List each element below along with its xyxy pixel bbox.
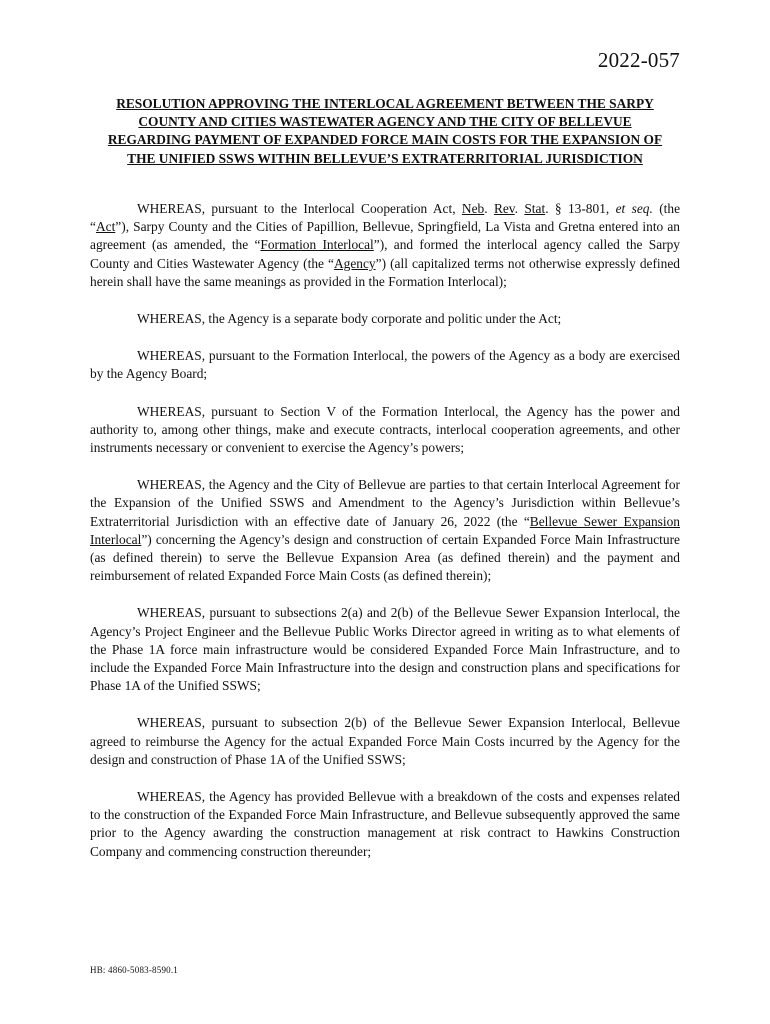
- whereas-paragraph-3: WHEREAS, pursuant to the Formation Interlocal, the powers of the Agency as a body are exercised by the Agency Board;: [90, 348, 680, 382]
- p5-text-a: WHEREAS, the Agency and the City of Bellevue are parties to that certain Interlocal Agreement for the Expansion of the Unified SSWS and Amendment to the Agency’s Jurisdiction within Bellevue’s Extraterritorial Jurisdiction with an effective date of January 26, 2022 (the “: [90, 477, 680, 529]
- p1-dot-2: .: [514, 201, 525, 216]
- stat-abbrev: Stat: [524, 201, 546, 216]
- p1-text-a: WHEREAS, pursuant to the Interlocal Cooperation Act,: [137, 201, 462, 216]
- defined-term-agency: Agency: [333, 255, 376, 271]
- p1-dot-1: .: [484, 201, 494, 216]
- whereas-paragraph-4: WHEREAS, pursuant to Section V of the Formation Interlocal, the Agency has the power and authority to, among other things, make and execute contracts, interlocal cooperation agreements, and other instruments necessary or convenient to exercise the Agency’s powers;: [90, 403, 680, 456]
- whereas-paragraph-6: WHEREAS, pursuant to subsections 2(a) and 2(b) of the Bellevue Sewer Expansion Interlocal, the Agency’s Project Engineer and the Bellevue Public Works Director agreed in writing as to what elements of the Phase 1A force main infrastructure would be considered Expanded Force Main Infrastructure, and to include the Expanded Force Main Infrastructure into the design and construction plans and specifications for Phase 1A of the Unified SSWS;: [90, 605, 680, 694]
- whereas-paragraph-8: WHEREAS, the Agency has provided Bellevue with a breakdown of the costs and expenses related to the construction of the Expanded Force Main Infrastructure, and Bellevue subsequently approved the same prior to the Agency awarding the construction management at risk contract to Hawkins Construction Company and commencing construction thereunder;: [90, 789, 680, 859]
- defined-term-bellevue-sewer-expansion-interlocal: Bellevue Sewer Expansion Interlocal: [90, 513, 680, 547]
- document-body: [90, 200, 680, 880]
- et-seq: et seq.: [615, 201, 653, 216]
- document-footer-id: HB: 4860-5083-8590.1: [90, 965, 178, 975]
- p5-text-b: ”) concerning the Agency’s design and construction of certain Expanded Force Main Infrastructure (as defined therein) to serve the Bellevue Expansion Area (as defined therein) and the payment and reimbursement of related Expanded Force Main Costs (as defined therein);: [90, 531, 680, 584]
- whereas-paragraph-1: [90, 200, 680, 291]
- p1-text-e: ”), and formed the interlocal agency called the Sarpy County and Cities Wastewater Agency (the “: [90, 237, 680, 271]
- whereas-paragraph-7: WHEREAS, pursuant to subsection 2(b) of the Bellevue Sewer Expansion Interlocal, Bellevue agreed to reimburse the Agency for the actual Expanded Force Main Costs incurred by the Agency for the design and construction of Phase 1A of the Unified SSWS;: [90, 715, 680, 767]
- neb-abbrev: Neb: [461, 201, 485, 216]
- whereas-paragraph-5: [90, 476, 680, 585]
- rev-abbrev: Rev: [493, 201, 515, 216]
- p1-text-d: ”), Sarpy County and the Cities of Papillion, Bellevue, Springfield, La Vista and Gretna entered into an agreement (as amended, the “: [90, 219, 680, 253]
- defined-term-formation-interlocal: Formation Interlocal: [260, 237, 374, 253]
- resolution-number: 2022-057: [597, 48, 680, 72]
- resolution-title: RESOLUTION APPROVING THE INTERLOCAL AGREEMENT BETWEEN THE SARPY COUNTY AND CITIES WASTEWATER AGENCY AND THE CITY OF BELLEVUE REGARDING PAYMENT OF EXPANDED FORCE MAIN COSTS FOR THE EXPANSION OF THE UNIFIED SSWS WITHIN BELLEVUE’S EXTRATERRITORIAL JURISDICTION: [107, 96, 663, 166]
- defined-term-act: Act: [95, 219, 116, 235]
- p1-text-f: ”) (all capitalized terms not otherwise expressly defined herein shall have the same meanings as provided in the Formation Interlocal);: [90, 255, 680, 289]
- p1-text-c: (the “: [90, 201, 681, 235]
- p1-text-b: . § 13-801,: [545, 201, 616, 216]
- whereas-paragraph-2: WHEREAS, the Agency is a separate body corporate and politic under the Act;: [137, 311, 562, 327]
